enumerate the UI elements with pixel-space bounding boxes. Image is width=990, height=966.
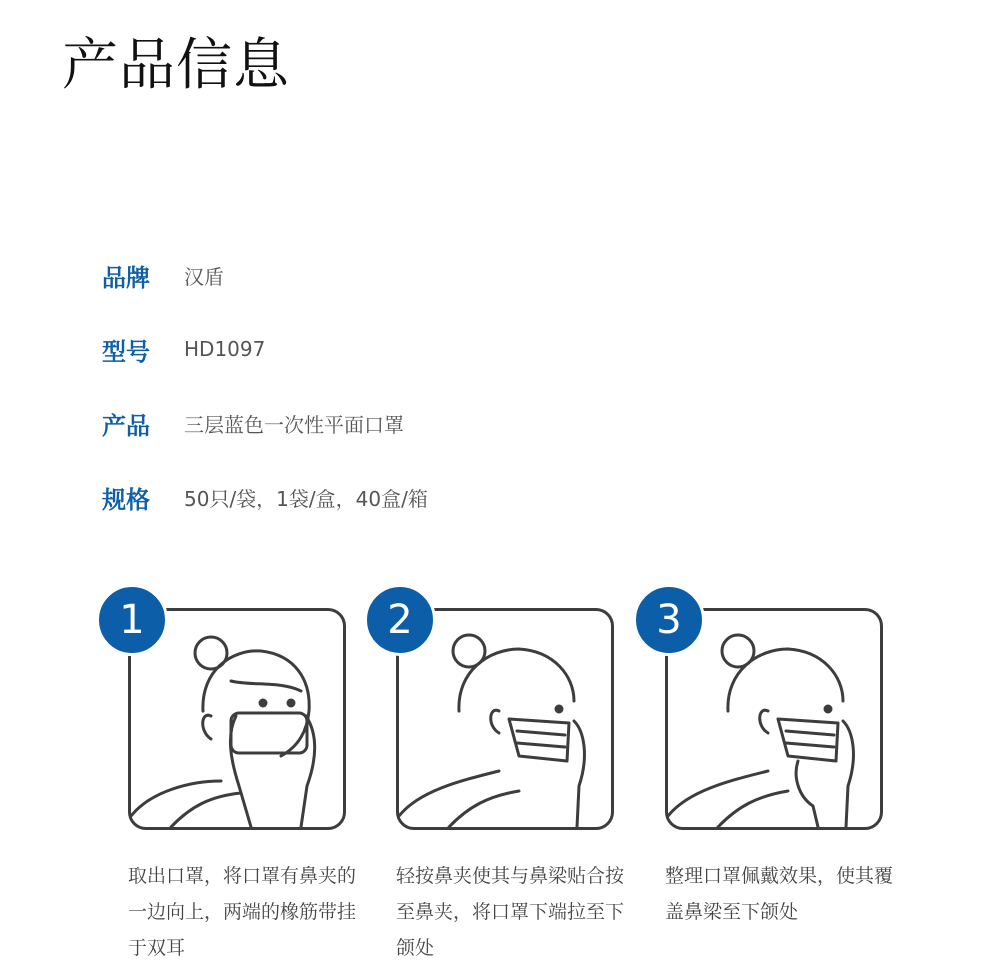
info-value: HD1097 [184, 337, 266, 361]
info-value: 50只/袋，1袋/盒，40盒/箱 [184, 486, 428, 511]
product-info-list [102, 238, 428, 534]
info-label: 产品 [102, 411, 150, 440]
info-value: 汉盾 [184, 264, 224, 289]
info-label: 规格 [102, 485, 150, 514]
step-2 [364, 580, 624, 960]
woman-pressing-nose-clip-icon [399, 611, 611, 827]
step-1 [96, 580, 356, 960]
info-row-spec [102, 460, 428, 534]
step-number-badge: 3 [633, 584, 705, 656]
step-caption: 整理口罩佩戴效果，使其覆盖鼻梁至下颌处 [665, 865, 894, 923]
step-3 [633, 580, 893, 960]
info-label: 品牌 [102, 263, 150, 292]
info-label: 型号 [102, 337, 150, 366]
page-title: 产品信息 [62, 33, 290, 98]
woman-holding-mask-icon [131, 611, 343, 827]
info-row-product [102, 386, 428, 460]
step-number-badge: 2 [364, 584, 436, 656]
info-row-model [102, 312, 428, 386]
info-row-brand [102, 238, 428, 312]
step-caption: 取出口罩，将口罩有鼻夹的一边向上，两端的橡筋带挂于双耳 [128, 865, 357, 959]
woman-adjusting-mask-icon [668, 611, 880, 827]
usage-steps [96, 580, 896, 960]
info-value: 三层蓝色一次性平面口罩 [184, 412, 404, 437]
step-number-badge: 1 [96, 584, 168, 656]
step-caption: 轻按鼻夹使其与鼻梁贴合按至鼻夹，将口罩下端拉至下颌处 [396, 865, 625, 959]
